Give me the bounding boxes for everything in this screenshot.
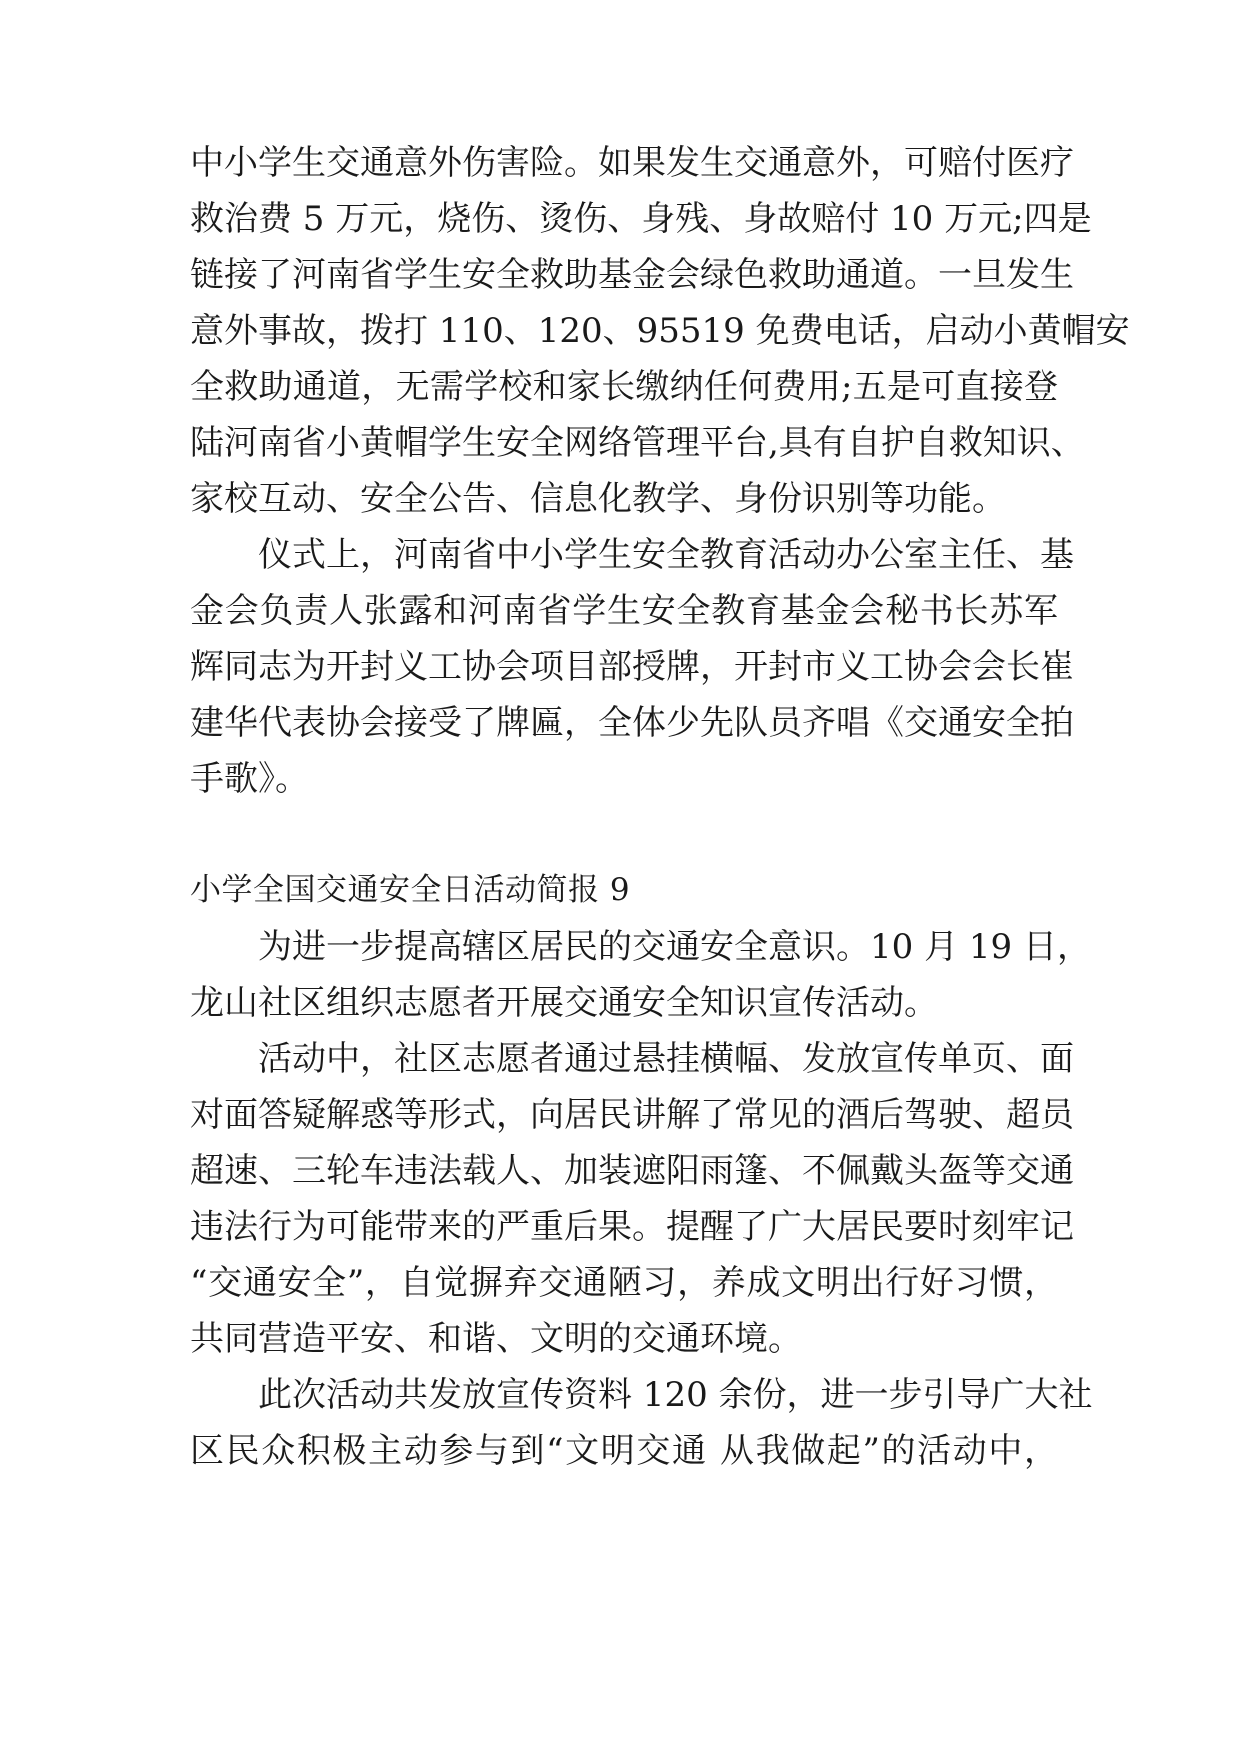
text-line: 金会负责人张露和河南省学生安全教育基金会秘书长苏军 (190, 591, 1058, 631)
text-line: 对面答疑解惑等形式，向居民讲解了常见的酒后驾驶、超员 (190, 1095, 1074, 1135)
text-line: 救治费 5 万元，烧伤、烫伤、身残、身故赔付 10 万元;四是 (190, 199, 1092, 239)
text-line: 陆河南省小黄帽学生安全网络管理平台,具有自护自救知识、 (190, 423, 1085, 463)
text-line: 意外事故，拨打 110、120、95519 免费电话，启动小黄帽安 (190, 311, 1130, 351)
text-line: 建华代表协会接受了牌匾，全体少先队员齐唱《交通安全拍 (190, 703, 1074, 743)
text-line: 手歌》。 (190, 759, 309, 799)
text-line: 中小学生交通意外伤害险。如果发生交通意外，可赔付医疗 (190, 143, 1074, 183)
text-line: 为进一步提高辖区居民的交通安全意识。10 月 19 日， (258, 927, 1091, 967)
text-line: 仪式上，河南省中小学生安全教育活动办公室主任、基 (258, 535, 1074, 575)
text-line: 违法行为可能带来的严重后果。提醒了广大居民要时刻牢记 (190, 1207, 1074, 1247)
text-line: 全救助通道，无需学校和家长缴纳任何费用;五是可直接登 (190, 367, 1059, 407)
text-line: 共同营造平安、和谐、文明的交通环境。 (190, 1319, 802, 1359)
text-line: 区民众积极主动参与到“文明交通 从我做起”的活动中， (190, 1431, 1058, 1471)
text-line: 链接了河南省学生安全救助基金会绿色救助通道。一旦发生 (190, 255, 1074, 295)
text-line: 家校互动、安全公告、信息化教学、身份识别等功能。 (190, 479, 1006, 519)
text-line: 此次活动共发放宣传资料 120 余份，进一步引导广大社 (258, 1375, 1093, 1415)
text-line: 龙山社区组织志愿者开展交通安全知识宣传活动。 (190, 983, 938, 1023)
text-line: “交通安全”，自觉摒弃交通陋习，养成文明出行好习惯， (190, 1263, 1058, 1303)
section-heading: 小学全国交通安全日活动简报 9 (190, 872, 631, 908)
text-line: 辉同志为开封义工协会项目部授牌，开封市义工协会会长崔 (190, 647, 1074, 687)
text-line: 超速、三轮车违法载人、加装遮阳雨篷、不佩戴头盔等交通 (190, 1151, 1074, 1191)
text-line: 活动中，社区志愿者通过悬挂横幅、发放宣传单页、面 (258, 1039, 1074, 1079)
